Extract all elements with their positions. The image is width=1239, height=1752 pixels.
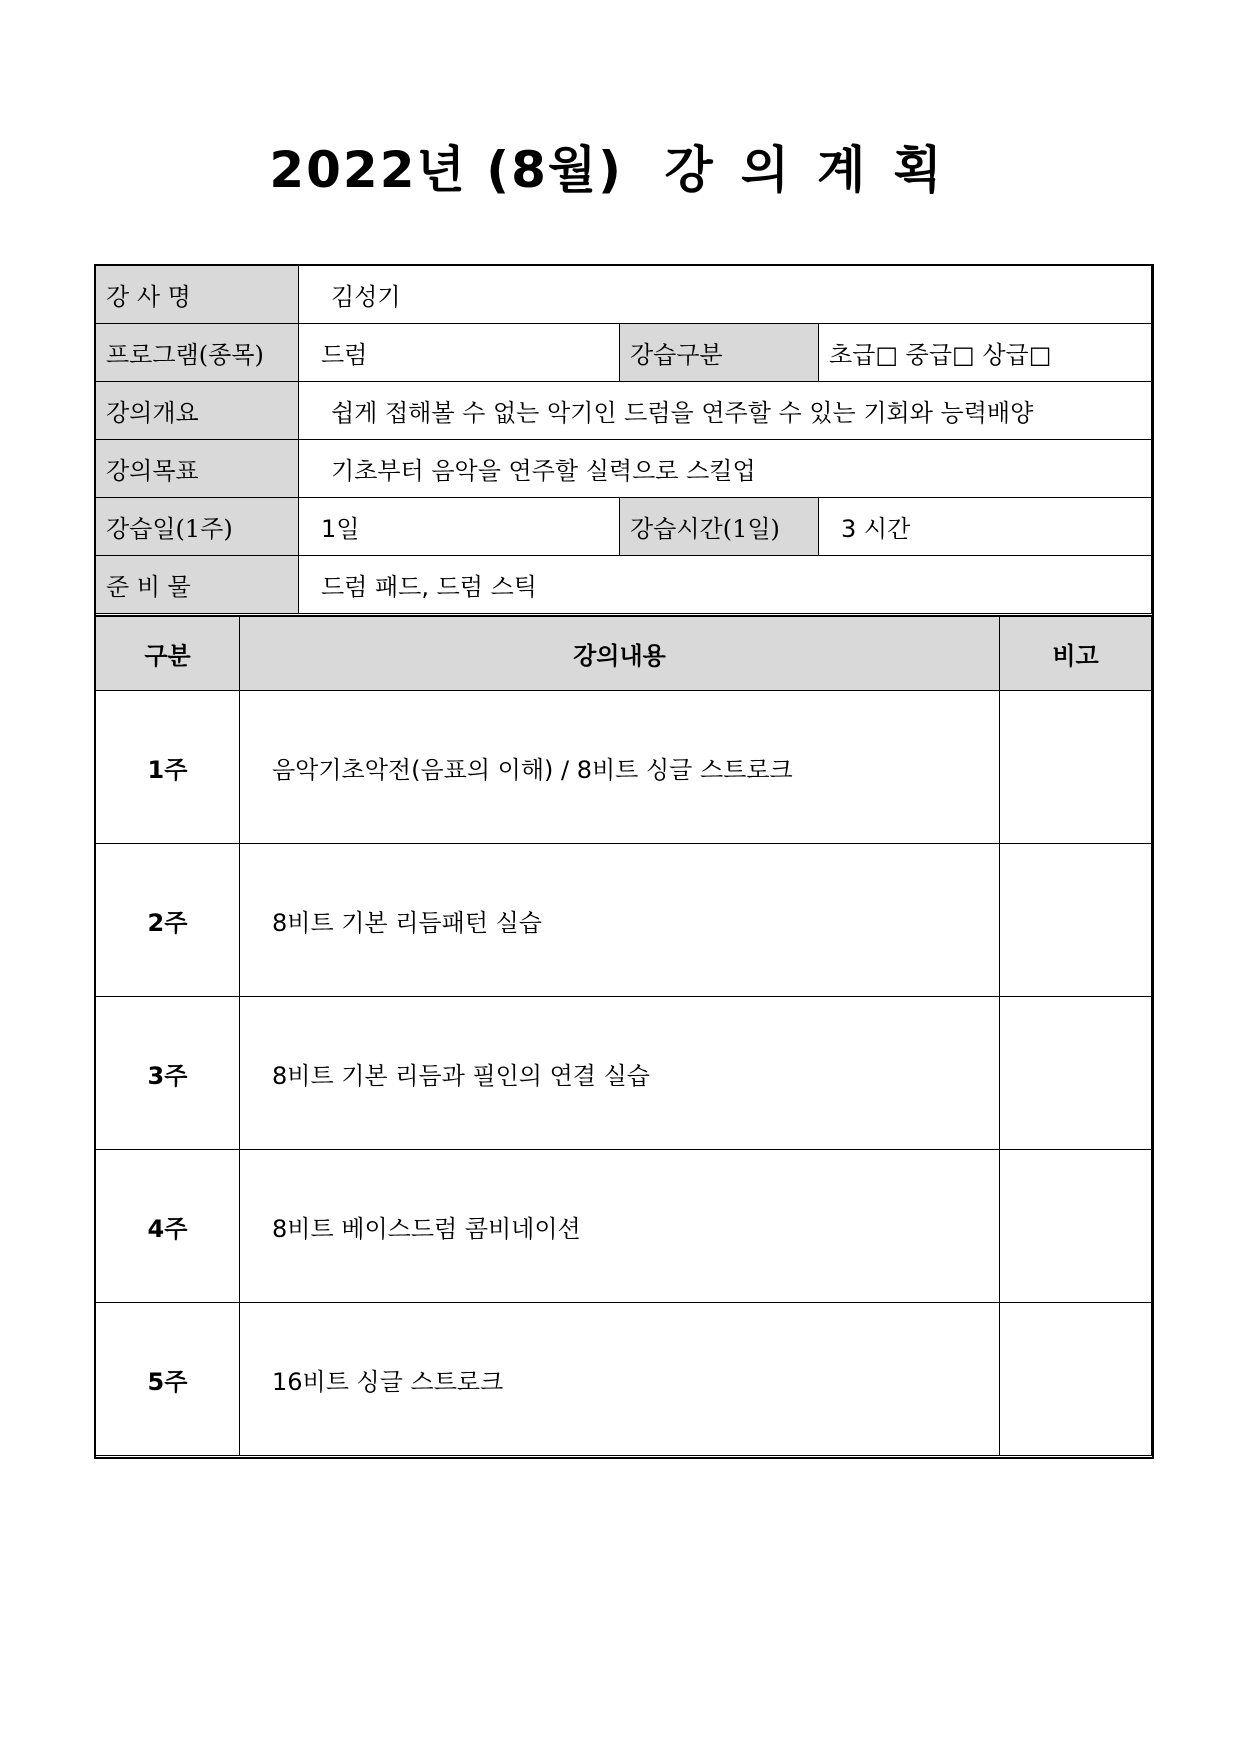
week-note (1000, 691, 1152, 844)
goal-value: 기초부터 음악을 연주할 실력으로 스킬업 (299, 440, 1152, 498)
week-content: 16비트 싱글 스트로크 (240, 1303, 1000, 1456)
week-label: 4주 (96, 1150, 240, 1303)
hours-value: 3 시간 (819, 498, 1152, 556)
table-row (96, 1303, 1152, 1456)
info-row-schedule (96, 498, 1152, 556)
info-table (95, 265, 1152, 614)
table-row (96, 997, 1152, 1150)
header-note: 비고 (1000, 617, 1152, 691)
week-content: 8비트 베이스드럼 콤비네이션 (240, 1150, 1000, 1303)
week-content: 8비트 기본 리듬패턴 실습 (240, 844, 1000, 997)
week-label: 1주 (96, 691, 240, 844)
instructor-value: 김성기 (299, 266, 1152, 324)
week-content: 음악기초악전(음표의 이해) / 8비트 싱글 스트로크 (240, 691, 1000, 844)
week-note (1000, 997, 1152, 1150)
week-label: 3주 (96, 997, 240, 1150)
week-note (1000, 1150, 1152, 1303)
week-label: 5주 (96, 1303, 240, 1456)
table-row (96, 1150, 1152, 1303)
info-row-instructor (96, 266, 1152, 324)
materials-label: 준 비 물 (96, 556, 299, 614)
title-year-month: 2022년 (8월) (269, 141, 624, 199)
goal-label: 강의목표 (96, 440, 299, 498)
lecture-plan-table (95, 616, 1152, 1456)
info-row-overview (96, 382, 1152, 440)
header-category: 구분 (96, 617, 240, 691)
days-value: 1일 (299, 498, 620, 556)
section-divider (95, 615, 1152, 617)
level-value: 초급□ 중급□ 상급□ (819, 324, 1152, 382)
plan-header-row (96, 617, 1152, 691)
level-label: 강습구분 (620, 324, 819, 382)
week-note (1000, 844, 1152, 997)
program-label: 프로그램(종목) (96, 324, 299, 382)
instructor-label: 강 사 명 (96, 266, 299, 324)
program-value: 드럼 (299, 324, 620, 382)
overview-label: 강의개요 (96, 382, 299, 440)
week-content: 8비트 기본 리듬과 필인의 연결 실습 (240, 997, 1000, 1150)
header-content: 강의내용 (240, 617, 1000, 691)
overview-value: 쉽게 접해볼 수 없는 악기인 드럼을 연주할 수 있는 기회와 능력배양 (299, 382, 1152, 440)
hours-label: 강습시간(1일) (620, 498, 819, 556)
week-label: 2주 (96, 844, 240, 997)
info-row-goal (96, 440, 1152, 498)
days-label: 강습일(1주) (96, 498, 299, 556)
info-row-program (96, 324, 1152, 382)
week-note (1000, 1303, 1152, 1456)
table-row (96, 844, 1152, 997)
materials-value: 드럼 패드, 드럼 스틱 (299, 556, 1152, 614)
table-row (96, 691, 1152, 844)
page-title (0, 140, 1239, 200)
info-row-materials (96, 556, 1152, 614)
title-main: 강의계획 (664, 141, 970, 199)
